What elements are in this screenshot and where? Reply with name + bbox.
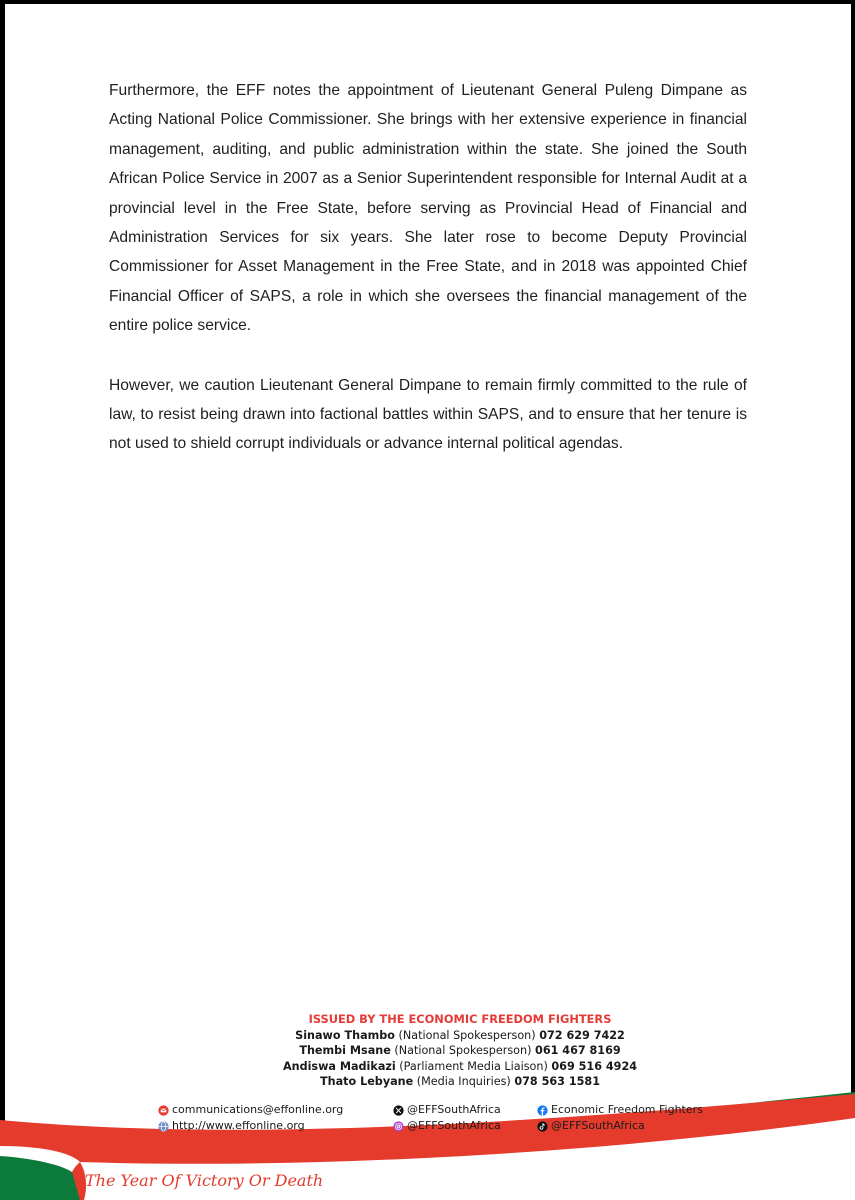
contact-phone[interactable]: 061 467 8169 xyxy=(535,1044,621,1057)
globe-icon xyxy=(158,1121,169,1132)
footer-contacts xyxy=(0,1102,855,1136)
paragraph-caution: However, we caution Lieutenant General Dimpane to remain firmly committed to the rule of law, to resist being drawn into factional battles within SAPS, and to ensure that her tenure is not used to shield corrupt individuals or advance internal political agendas. xyxy=(109,376,747,453)
email-text[interactable]: communications@effonline.org xyxy=(172,1103,344,1116)
facebook-row[interactable] xyxy=(537,1102,703,1118)
frame-left-border xyxy=(0,0,5,1200)
x-row[interactable] xyxy=(393,1102,501,1118)
contact-role: (National Spokesperson) xyxy=(394,1044,532,1057)
facebook-text[interactable]: Economic Freedom Fighters xyxy=(551,1103,703,1116)
instagram-row[interactable] xyxy=(393,1118,501,1134)
email-row[interactable] xyxy=(158,1102,343,1118)
motto-text: The Year Of Victory Or Death xyxy=(85,1171,324,1190)
contact-name: Andiswa Madikazi xyxy=(282,1059,396,1073)
contact-name: Sinawo Thambo xyxy=(295,1028,395,1042)
contact-role: (National Spokesperson) xyxy=(398,1028,536,1042)
contact-line xyxy=(200,1043,720,1059)
contacts-column-social xyxy=(393,1102,501,1134)
contact-phone[interactable]: 072 629 7422 xyxy=(539,1028,625,1042)
x-icon xyxy=(393,1105,404,1116)
contact-phone[interactable]: 078 563 1581 xyxy=(514,1075,600,1088)
contact-name: Thato Lebyane xyxy=(320,1075,414,1088)
statement-body xyxy=(109,76,747,489)
contact-role: (Parliament Media Liaison) xyxy=(399,1059,548,1073)
tiktok-handle-text[interactable]: @EFFSouthAfrica xyxy=(551,1119,645,1132)
contact-phone[interactable]: 069 516 4924 xyxy=(551,1059,638,1073)
contact-role: (Media Inquiries) xyxy=(416,1075,511,1088)
website-row[interactable] xyxy=(158,1118,343,1134)
x-handle-text[interactable]: @EFFSouthAfrica xyxy=(407,1103,501,1116)
frame-top-border xyxy=(0,0,855,4)
contacts-column-web xyxy=(158,1102,343,1134)
paragraph-appointment: Furthermore, the EFF notes the appointment of Lieutenant General Puleng Dimpane as Acting National Police Commissioner. She brings with her extensive experience in financial management, auditing, and public administration within the state. She joined the South African Police Service in 2007 as a Senior Superintendent responsible for Internal Audit at a provincial level in the Free State, before serving as Provincial Head of Financial and Administration Services for six years. She later rose to become Deputy Provincial Commissioner for Asset Management in the Free State, and in 2018 was appointed Chief Financial Officer of SAPS, a role in which she oversees the financial management of the entire police service. xyxy=(109,82,747,335)
facebook-icon xyxy=(537,1105,548,1116)
mail-icon xyxy=(158,1105,169,1116)
tiktok-row[interactable] xyxy=(537,1118,703,1134)
contact-name: Thembi Msane xyxy=(299,1044,391,1057)
website-text[interactable]: http://www.effonline.org xyxy=(172,1119,305,1132)
contact-line xyxy=(200,1074,720,1090)
tiktok-icon xyxy=(537,1121,548,1132)
contact-line xyxy=(200,1059,720,1075)
instagram-icon xyxy=(393,1121,404,1132)
issued-title: ISSUED BY THE ECONOMIC FREEDOM FIGHTERS xyxy=(308,1012,612,1026)
contacts-column-more xyxy=(537,1102,703,1134)
instagram-handle-text[interactable]: @EFFSouthAfrica xyxy=(407,1119,501,1132)
contact-line xyxy=(200,1028,720,1044)
frame-right-border xyxy=(851,0,855,1200)
issued-block xyxy=(200,1012,720,1090)
